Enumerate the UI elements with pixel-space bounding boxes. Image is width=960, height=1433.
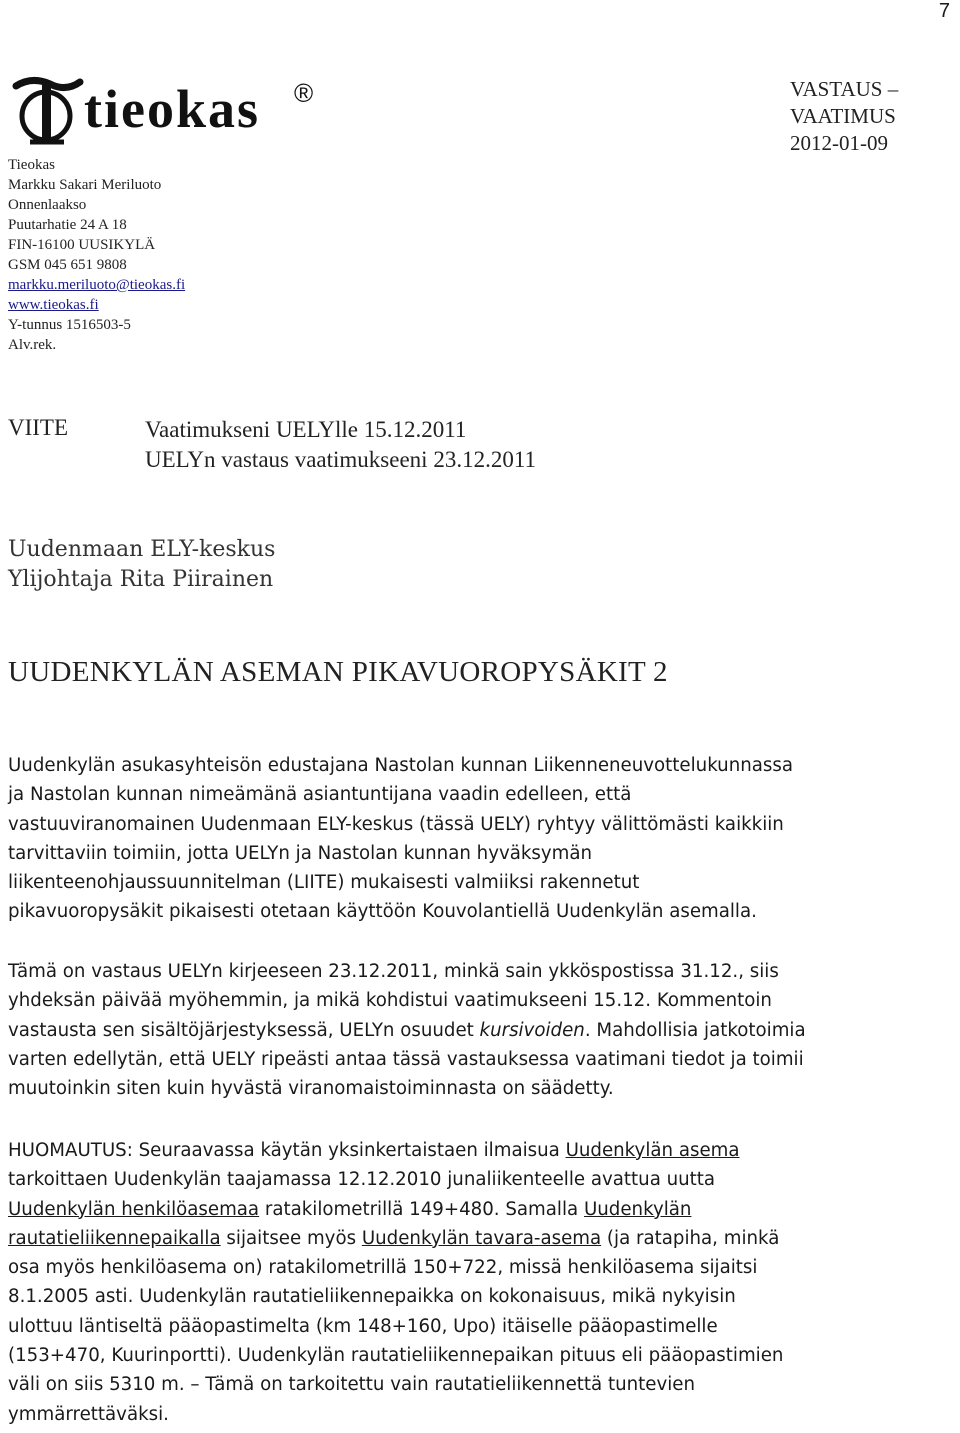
- registered-mark: ®: [294, 78, 314, 108]
- sender-line: FIN-16100 UUSIKYLÄ: [8, 237, 156, 253]
- recipient-person: Ylijohtaja Rita Piirainen: [8, 567, 274, 592]
- business-id: Y-tunnus 1516503-5: [8, 317, 131, 333]
- document-type: [790, 76, 898, 157]
- paragraph-note: [8, 1136, 953, 1429]
- page-number: 7: [938, 0, 950, 22]
- email-link[interactable]: markku.meriluoto@tieokas.fi: [8, 277, 186, 293]
- reference-line: UELYn vastaus vaatimukseeni 23.12.2011: [145, 447, 536, 472]
- document-date: 2012-01-09: [790, 131, 888, 155]
- vat-registration: Alv.rek.: [8, 337, 57, 353]
- recipient-block: [8, 535, 275, 595]
- document-title: UUDENKYLÄN ASEMAN PIKAVUOROPYSÄKIT 2: [8, 656, 668, 688]
- sender-line: Tieokas: [8, 157, 55, 173]
- paragraph-demand: Uudenkylän asukasyhteisön edustajana Nastolan kunnan Liikenneneuvottelukunnassa ja Nastolan kunnan nimeämänä asiantuntijana vaadin edelleen, että vastuuviranomainen Uudenmaan ELY-keskus (tässä UELY) ryhtyy välittömästi kaikkiin tarvittaviin toimiin, jotta UELYn ja Nastolan kunnan hyväksymän liikenteenohjaussuunnitelman (LIITE) mukaisesti valmiiksi rakennetut pikavuoropysäkit pikaisesti otetaan käyttöön Kouvolantiellä Uudenkylän asemalla.: [8, 755, 793, 923]
- tieokas-logo: [12, 72, 342, 152]
- sender-line: Puutarhatie 24 A 18: [8, 217, 127, 233]
- paragraph-text: Tämä on vastaus UELYn kirjeeseen 23.12.2011, minkä sain ykköspostissa 31.12., siis yhdeksän päivää myöhemmin, ja mikä kohdistui vaatimukseeni 15.12. Kommentoin vastausta sen sisältöjärjestyksessä, UELYn osuudet: [8, 961, 779, 1041]
- doc-type-line2: VAATIMUS: [790, 104, 896, 128]
- paragraph-text: ratakilometrillä 149+480. Samalla: [259, 1198, 584, 1220]
- sender-address-block: [8, 155, 185, 355]
- paragraph-text: (ja ratapiha, minkä osa myös henkilöasema on) ratakilometrillä 150+722, missä henkilöasema sijaitsi 8.1.2005 asti. Uudenkylän rautatieliikennepaikka on kokonaisuus, mikä nykyisin ulottuu läntiseltä pääopastimelta (km 148+160, Upo) itäiselle pääopastimelle (153+470, Kuurinportti). Uudenkylän rautatieliikennepaikan pituus eli pääopastimien väli on siis 5310 m. – Tämä on tarkoitettu vain rautatieliikennettä tuntevien ymmärrettäväksi.: [8, 1227, 784, 1425]
- sender-line: Onnenlaakso: [8, 197, 87, 213]
- logo-wordmark: tieokas: [84, 79, 260, 139]
- italic-term: kursivoiden: [479, 1019, 585, 1041]
- paragraph-response-context: [8, 957, 953, 1103]
- paragraph-text: HUOMAUTUS: Seuraavassa käytän yksinkertaistaen ilmaisua: [8, 1140, 566, 1161]
- website-link[interactable]: www.tieokas.fi: [8, 297, 99, 313]
- paragraph-text: . Mahdollisia jatkotoimia varten edellytän, että UELY ripeästi antaa tässä vastauksessa vaatimani tiedot ja toimii muutoinkin siten kuin hyvästä viranomaistoiminnasta on säädetty.: [8, 1019, 806, 1100]
- recipient-organization: Uudenmaan ELY-keskus: [8, 537, 276, 562]
- reference-label: VIITE: [8, 415, 69, 440]
- reference-lines: [145, 415, 536, 475]
- sender-line: Markku Sakari Meriluoto: [8, 177, 162, 193]
- logo-t-emblem-icon: [12, 72, 84, 152]
- paragraph-text: tarkoittaen Uudenkylän taajamassa 12.12.2010 junaliikenteelle avattua uutta: [8, 1169, 716, 1191]
- underlined-term: Uudenkylän rautatieliikennepaikalla: [8, 1198, 692, 1249]
- reference-line: Vaatimukseni UELYlle 15.12.2011: [145, 417, 467, 442]
- sender-line: GSM 045 651 9808: [8, 257, 127, 273]
- doc-type-line1: VASTAUS –: [790, 77, 899, 101]
- underlined-term: Uudenkylän tavara-asema: [361, 1227, 602, 1249]
- paragraph-text: sijaitsee myös: [220, 1227, 362, 1249]
- underlined-term: Uudenkylän asema: [565, 1140, 740, 1161]
- underlined-term: Uudenkylän henkilöasemaa: [8, 1198, 260, 1220]
